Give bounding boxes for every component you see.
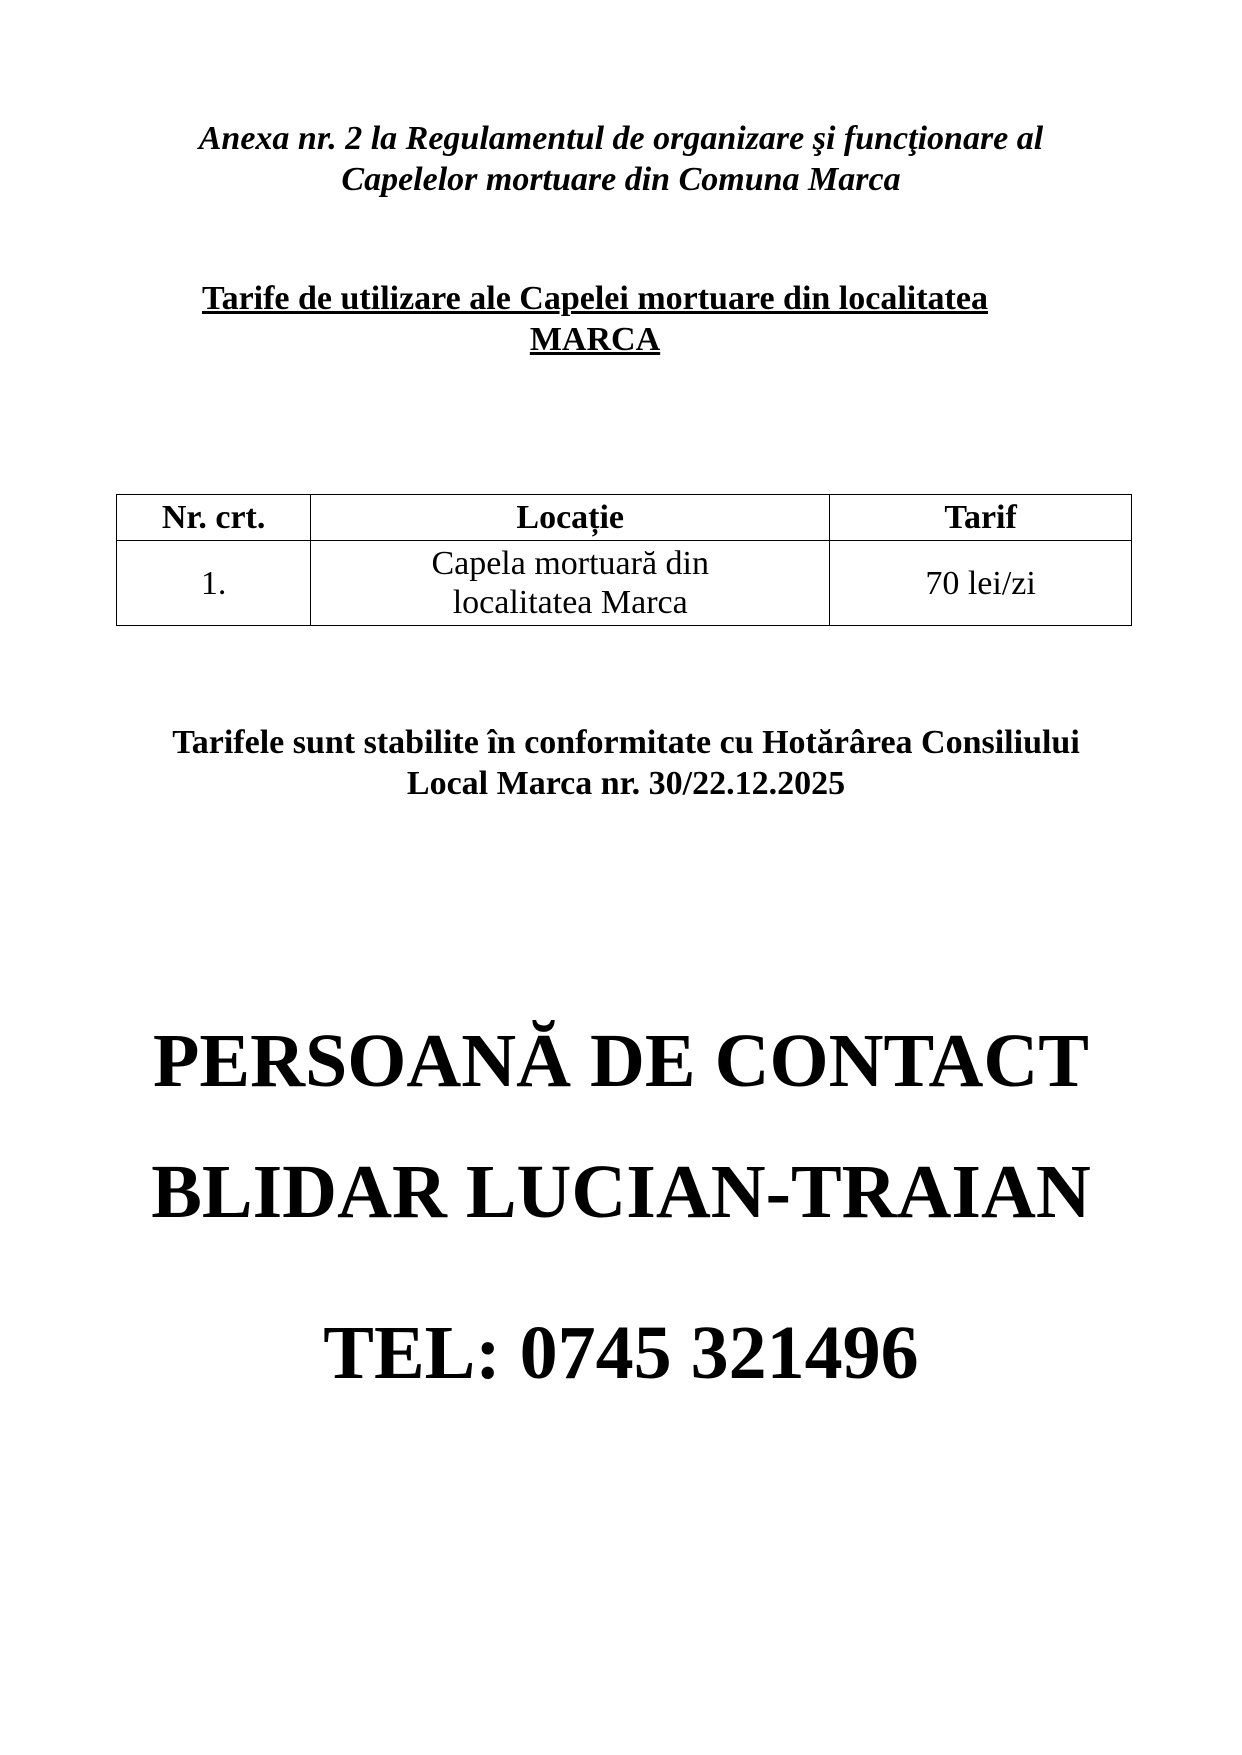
annex-heading-line-1: Anexa nr. 2 la Regulamentul de organizare şi funcţionare al xyxy=(198,120,1044,157)
contact-heading: PERSOANĂ DE CONTACT xyxy=(152,1019,1089,1103)
cell-tariff: 70 lei/zi xyxy=(830,541,1132,626)
tariff-statement xyxy=(0,722,1242,804)
table-row xyxy=(117,541,1132,626)
cell-location-line-1: Capela mortuară din xyxy=(431,545,709,582)
tariff-table xyxy=(116,494,1132,626)
column-header-nr: Nr. crt. xyxy=(117,495,311,541)
contact-name: BLIDAR LUCIAN-TRAIAN xyxy=(151,1150,1091,1234)
cell-location xyxy=(311,541,830,626)
table-header-row xyxy=(117,495,1132,541)
column-header-location: Locație xyxy=(311,495,830,541)
tariff-statement-line-1: Tarifele sunt stabilite în conformitate cu Hotărârea Consiliului xyxy=(172,724,1080,761)
tariff-statement-line-2: Local Marca nr. 30/22.12.2025 xyxy=(406,765,846,802)
contact-phone: TEL: 0745 321496 xyxy=(323,1311,919,1395)
tariff-title-line-1: Tarife de utilizare ale Capelei mortuare din localitatea xyxy=(202,280,988,317)
annex-heading xyxy=(0,118,1242,200)
cell-location-line-2: localitatea Marca xyxy=(452,584,688,621)
column-header-tariff: Tarif xyxy=(830,495,1132,541)
cell-nr: 1. xyxy=(117,541,311,626)
tariff-title-line-2: MARCA xyxy=(529,321,661,358)
tariff-title xyxy=(0,278,1190,360)
annex-heading-line-2: Capelelor mortuare din Comuna Marca xyxy=(341,161,901,198)
